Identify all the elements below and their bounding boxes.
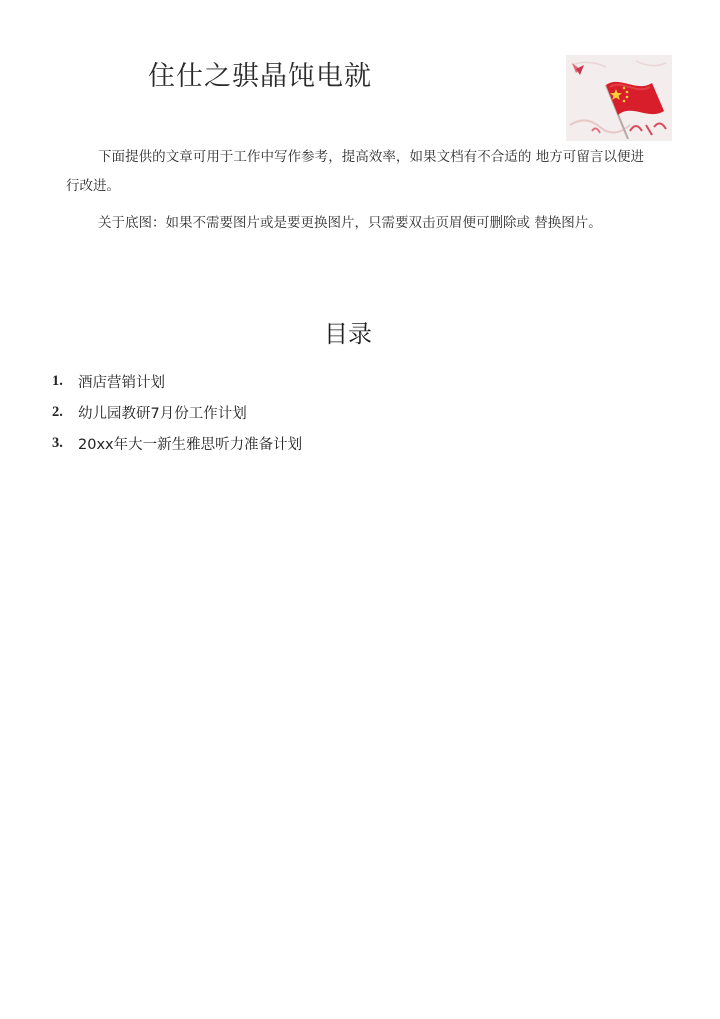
toc-item-text[interactable]: 酒店营销计划: [78, 375, 165, 391]
toc-item-number: 2.: [52, 404, 63, 420]
background-note-paragraph: 关于底图：如果不需要图片或是要更换图片，只需要双击页眉便可删除或 替换图片。: [98, 215, 602, 231]
red-flag-image[interactable]: [566, 55, 672, 141]
toc-item-text[interactable]: 20xx年大一新生雅思听力准备计划: [78, 437, 303, 453]
document-title: 住仕之骐晶饨电就: [148, 61, 372, 92]
toc-heading: 目录: [324, 320, 372, 348]
intro-paragraph: 下面提供的文章可用于工作中写作参考，提高效率，如果文档有不合适的 地方可留言以便进行改进。: [66, 149, 644, 194]
toc-item[interactable]: [52, 366, 302, 397]
toc-item-text[interactable]: 幼儿园教研7月份工作计划: [78, 406, 247, 422]
toc-item[interactable]: [52, 428, 302, 459]
toc-item[interactable]: [52, 397, 302, 428]
toc-item-number: 3.: [52, 435, 63, 451]
toc-list: [52, 366, 302, 459]
toc-item-number: 1.: [52, 373, 63, 389]
